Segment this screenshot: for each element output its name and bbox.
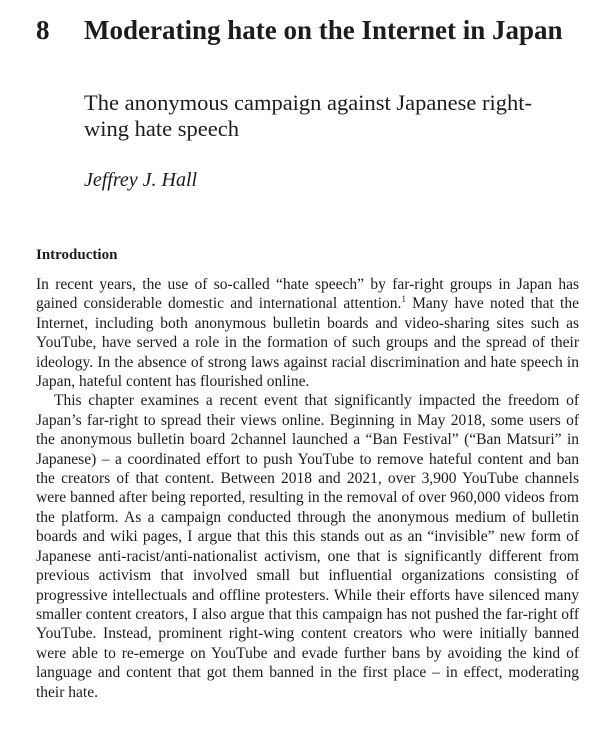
chapter-number: 8 <box>36 15 50 45</box>
footnote-marker[interactable]: 1 <box>401 294 406 305</box>
chapter-subtitle: The anonymous campaign against Japanese right-wing hate speech <box>84 90 532 141</box>
chapter-author: Jeffrey J. Hall <box>84 169 198 191</box>
body-text <box>36 275 579 702</box>
chapter-title: Moderating hate on the Internet in Japan <box>84 15 563 45</box>
paragraph-2: This chapter examines a recent event that significantly impacted the freedom of Japan’s far-right to spread their views online. Beginning in May 2018, some users of the anonymous bulletin board 2channel launched a “Ban Festival” (“Ban Matsuri” in Japanese) – a coordinated effort to push YouTube to remove hateful content and ban the creators of that content. Between 2018 and 2021, over 3,900 YouTube channels were banned after being reported, resulting in the removal of over 960,000 videos from the platform. As a campaign conducted through the anonymous medium of bulletin boards and wiki pages, I argue that this this stands out as an “invisible” new form of Japanese anti-racist/anti-nationalist activism, one that is significantly different from previous activism that involved small but influential organizations consisting of progressive intellectuals and offline protesters. While their efforts have silenced many smaller content creators, I also argue that this campaign has not pushed the far-right off YouTube. Instead, prominent right-wing content creators who were initially banned were able to re-emerge on YouTube and evade further bans by avoiding the kind of language and content that got them banned in the first place – in effect, moderating their hate. <box>36 392 579 701</box>
section-heading: Introduction <box>36 247 118 263</box>
paragraph-1-text-end: Many have noted that the Internet, including both anonymous bulletin boards and video-sharing sites such as YouTube, have served a role in the formation of such groups and the spread of their ideology. In the absence of strong laws against racial discrimination and hate speech in Japan, hateful content has flourished online. <box>36 295 579 391</box>
paragraph-1 <box>36 275 579 391</box>
paragraph-1-text-start: In recent years, the use of so-called “hate speech” by far-right groups in Japan has gained considerable domestic and international attention. <box>36 276 579 313</box>
